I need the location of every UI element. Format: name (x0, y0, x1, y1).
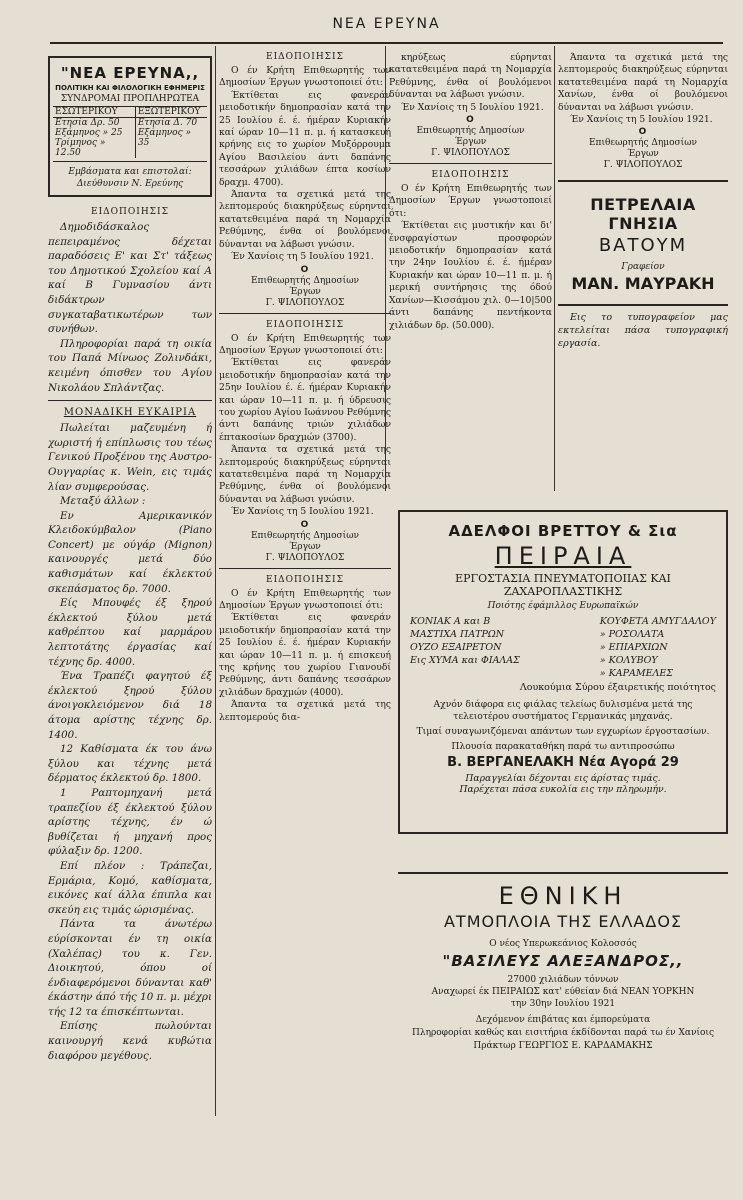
paragraph: Εν Αμερικανικόν Κλειδοκύμβαλον (Piano Concert) με ούγάρ (Mignon) καινουργές μετά δύο καθισμάτων καί έκλεκτού σκεπάσματος δρ. 7000. (48, 509, 212, 595)
notice-date: Έν Χανίοις τη 5 Ιουλίου 1921. (231, 251, 374, 263)
divider (48, 400, 212, 401)
remittances-label: Εμβάσματα και επιστολαί: (68, 167, 192, 177)
paragraph: Πληροφορίαι παρά τη οικία του Παπά Μίνωος Ζολινδάκι, κειμένη όπισθεν του Αγίου Νικολάου Σπλάντζας. (48, 337, 212, 394)
divider (219, 313, 391, 314)
column-divider (554, 46, 555, 491)
divider (558, 304, 728, 306)
notice-signature: Γ. ΨΙΛΟΠΟΥΛΟΣ (265, 552, 345, 563)
product-item: » ΕΠΙΑΡΧΙΩΝ (599, 642, 668, 653)
notice-date: Έν Χανίοις τη 5 Ιουλίου 1921. (231, 506, 374, 518)
domestic-label: ΕΣΩΤΕΡΙΚΟΥ (53, 107, 135, 118)
column-3 (389, 46, 552, 491)
steamship-headline: ΕΘΝΙΚΗ (498, 882, 628, 910)
brettos-loukoumia: Λουκούμια Σύρου έξαιρετικής ποιότητος (519, 682, 716, 693)
notice-body: Έκτίθεται εις φανεράν μειοδοτικήν δημοπρασίαν κατά την 25ην Ιουλίου έ. έ. ήμέραν Κυριακήν και ώραν 10—11 π. μ. ή ύδρευσις του χωρίου Αγίου Ιωάννου Ρεθύμνης άντι δαπάνης τριών χιλιάδων έπτακοσίων δραχμών (3700). (219, 357, 391, 443)
brettos-line: Παραγγελίαι δέχονται εις άρίστας τιμάς. (465, 773, 661, 784)
domestic-rate: Εξάμηνος » 25 (55, 128, 123, 138)
paragraph: Πάντα τα άνωτέρω εύρίσκονται έν τη οικία (Χαλέπας) του κ. Γεν. Διοικητού, όπου οί ένδιαφερόμενοι δύνανται καθ' έκάστην άπό τής 10 π. μ. μέχρι τής 12 τα έπισκέπτωνται. (48, 918, 212, 1018)
brettos-line: Πλουσία παρακαταθήκη παρά τω αντιπροσώπω (451, 741, 675, 752)
divider (219, 568, 391, 569)
product-item: ΚΟΥΦΕΤΑ ΑΜΥΓΔΑΛΟΥ (599, 616, 716, 627)
petroleum-office: Γραφείον (621, 262, 665, 273)
steamship-line: την 30ην Ιουλίου 1921 (510, 999, 616, 1009)
paragraph: Πωλείται μαζευμένη ή χωριστή ή επίπλωσις του τέως Γενικού Προξένου της Αυστρο-Ουγγαρίας κ. Wein, εις τιμάς λίαν συμφερούσας. (48, 422, 212, 493)
steamship-line: 27000 χιλιάδων τόννων (507, 975, 619, 985)
product-item: » ΚΑΡΑΜΕΛΕΣ (599, 668, 674, 679)
foreign-rate: Ετησία Δ. 70 (137, 118, 198, 128)
notice-heading: ΕΙΔΟΠΟΙΗΣΙΣ (431, 170, 510, 181)
page-title: ΝΕΑ ΕΡΕΥΝΑ (332, 16, 441, 32)
divider (558, 180, 728, 182)
column-4 (558, 46, 728, 491)
section-heading: ΜΟΝΑΔΙΚΗ ΕΥΚΑΙΡΙΑ (63, 407, 197, 419)
notice-sign: Έργων (454, 137, 487, 148)
steamship-company: ΑΤΜΟΠΛΟΙΑ ΤΗΣ ΕΛΛΑΔΟΣ (443, 912, 683, 931)
paragraph: Είς Μπουφές έξ ξηρού έκλεκτού ξύλου μετά καθρέπτου καί μαρμάρου λεπτοτάτης έργασίας καί τέχνης δρ. 4000. (48, 597, 212, 668)
notice-body: Έκτίθεται εις μυστικήν και δι' ένσφραγίστων προσφορών μειοδοτικήν δημοπρασίαν κατά την 24ην Ιουλίου έ. έ. ήμέραν Κυριακήν και ώραν 10—11 π. μ. ή μερική συντήρησις της όδού Χανίων—Κισσάμου χιλ. 0—10|500 άντι δαπάνης πεντήκοντα χιλιάδων δρ. (50.000). (389, 220, 552, 331)
product-item: » ΚΟΛΥΒΟΥ (599, 655, 658, 666)
notice-signature: Γ. ΨΙΛΟΠΟΥΛΟΣ (265, 297, 345, 308)
product-item: ΜΑΣΤΙΧΑ ΠΑΤΡΩΝ (410, 629, 505, 640)
notice-date: Έν Χανίοις τη 5 Ιουλίου 1921. (570, 114, 713, 126)
notice-sign: Ο (466, 115, 475, 126)
notice-intro: Ο έν Κρήτη Επιθεωρητής των Δημοσίων Έργων γνωστοποιεί ότι: (219, 65, 391, 89)
petroleum-headline: ΠΕΤΡΕΛΑΙΑ ΓΝΗΣΙΑ (590, 195, 696, 234)
divider (389, 163, 552, 164)
domestic-rate: Ετησία Δρ. 50 (55, 118, 120, 128)
notice-date: Έν Χανίοις τη 5 Ιουλίου 1921. (401, 101, 544, 113)
section-heading: ΕΙΔΟΠΟΙΗΣΙΣ (91, 207, 169, 217)
masthead-subtitle: ΠΟΛΙΤΙΚΗ ΚΑΙ ΦΙΛΟΛΟΓΙΚΗ ΕΦΗΜΕΡΙΣ (55, 84, 205, 92)
divider (398, 872, 728, 874)
brettos-line: Αχνόν διάφορα εις φιάλας τελείως δυλισμένα μετά της τελειοτέρου συστήματος Γερμανικάς μηχανάς. (433, 699, 693, 722)
notice-continued: Άπαντα τα σχετικά μετά της λεπτομερούς δια- (219, 699, 391, 723)
masthead (48, 56, 212, 197)
brettos-company: ΑΔΕΛΦΟΙ ΒΡΕΤΤΟΥ & Σια (448, 522, 678, 540)
foreign-rate: Εξάμηνος » 35 (137, 128, 192, 148)
brettos-line: Παρέχεται πάσα ευκολία εις την πληρωμήν. (459, 784, 667, 795)
brettos-agent: Β. ΒΕΡΓΑΝΕΛΑΚΗ Νέα Αγορά 29 (447, 755, 679, 770)
notice-body: Έκτίθεται εις φανεράν μειοδοτικήν δημοπρασίαν κατά την 25 Ιουλίου έ. έ. ήμέραν Κυριακήν καί ώραν 10—11 π. μ. ή κατασκευή κρήνης εις το χωρίον Μυξόρρουμα Αγίου Βασιλείου άντι δαπάνης τεσσάρων χιλιάδων έπτα κοσίων δραχμ. 4700). (219, 89, 391, 188)
notice-sign: Επιθεωρητής Δημοσίων (250, 530, 360, 541)
notice-body: Έκτίθεται εις φανεράν μειοδοτικήν δημοπρασίαν κατά την 25 Ιουλίου έ. έ. ήμέραν Κυριακήν και ώραν 10—11 π. μ. ή επισκευή της κρήνης του χωρίου Γιανουδί Ρεθύμνης, άντι δαπάνης τεσσάρων χιλιάδων δραχμών (4000). (219, 612, 391, 698)
product-item: » ΡΟΣΟΛΑΤΑ (599, 629, 665, 640)
paragraph: Επίσης πωλούνται καινουργή κενά κυβώτια διαφόρου μεγέθους. (48, 1020, 212, 1062)
petroleum-place: ΒΑΤΟΥΜ (598, 235, 688, 257)
notice-intro: Ο έν Κρήτη Επιθεωρητής των Δημοσίων Έργων γνωστοποιεί ότι: (219, 587, 391, 611)
subscription-table (53, 106, 207, 158)
column-2 (219, 46, 391, 1121)
brettos-quality: Ποιότης έφάμιλλος Ευρωπαϊκών (487, 601, 639, 611)
notice-sign: Ο (300, 519, 310, 530)
steamship-line: Αναχωρεί έκ ΠΕΙΡΑΙΩΣ κατ' εύθείαν διά ΝΕΑΝ ΥΟΡΚΗΝ (431, 987, 695, 997)
notice-sign: Επιθεωρητής Δημοσίων (416, 126, 525, 137)
paragraph: 12 Καθίσματα έκ του άνω ξύλου και τέχνης μετά δέρματος έκλεκτού δρ. 1800. (48, 743, 212, 785)
notice-sign: Έργων (627, 149, 659, 160)
notice-signature: Γ. ΨΙΛΟΠΟΥΛΟΣ (431, 148, 510, 159)
petroleum-ad (558, 187, 728, 299)
notice-closing: Άπαντα τα σχετικά μετά της λεπτομερούς διακηρύξεως εύρηνται κατατεθειμένα παρά τη Νομαρχία Ρεθύμνης, ένθα οί βουλόμενοι δύνανται να λάβωσι γνώσιν. (219, 189, 391, 250)
brettos-ad (398, 510, 728, 834)
notice-closing: Άπαντα τα σχετικά μετά της λεπτομερούς διακηρύξεως εύρηνται κατατεθειμένα παρά τη Νομαρχία Χανίων, ένθα οί βουλόμενοι δύνανται να λάβωσι γνώσιν. (558, 52, 728, 113)
subscription-label: ΣΥΝΔΡΟΜΑΙ ΠΡΟΠΛΗΡΩΤΕΑ (60, 94, 200, 104)
brettos-line: Τιμαί συναγωνιζόμεναι απάντων των εγχωρίων έργοστασίων. (416, 726, 710, 737)
masthead-name: "ΝΕΑ ΕΡΕΥΝΑ,, (60, 64, 200, 82)
notice-continued: κηρύξεως εύρηνται κατατεθειμένα παρά τη Νομαρχία Ρεθύμνης, ένθα οί βουλόμενοι δύνανται να λάβωσι γνώσιν. (389, 52, 552, 101)
brettos-city: ΠΕΙΡΑΙΑ (494, 542, 632, 570)
steamship-agent: Πράκτωρ ΓΕΩΡΓΙΟΣ Ε. ΚΑΡΔΑΜΑΚΗΣ (473, 1041, 653, 1051)
foreign-label: ΕΞΩΤΕΡΙΚΟΥ (135, 107, 207, 118)
notice-intro: Ο έν Κρήτη Επιθεωρητής των Δημοσίων Έργων γνωστοποιεί ότι: (389, 183, 552, 219)
paragraph: 1 Ραπτομηχανή μετά τραπεζίου έξ έκλεκτού ξύλου αρίστης τέχνης, έν ώ βυθίζεται ή μηχανή προς φύλαξιν δρ. 1200. (48, 786, 212, 858)
notice-signature: Γ. ΨΙΛΟΠΟΥΛΟΣ (603, 160, 683, 171)
notice-sign: Έργων (289, 286, 321, 297)
steamship-ad (398, 872, 728, 1112)
notice-heading: ΕΙΔΟΠΟΙΗΣΙΣ (266, 52, 344, 62)
notice-sign: Ο (300, 264, 310, 275)
column-1 (48, 46, 212, 1121)
printing-note: Εις το τυπογραφείον μας εκτελείται πάσα τυπογραφική εργασία. (558, 312, 728, 350)
brettos-factories: ΕΡΓΟΣΤΑΣΙΑ ΠΝΕΥΜΑΤΟΠΟΙΙΑΣ ΚΑΙ ΖΑΧΑΡΟΠΛΑΣΤΙΚΗΣ (455, 572, 671, 598)
domestic-rate: Τρίμηνος » 12.50 (55, 138, 106, 158)
petroleum-owner: ΜΑΝ. ΜΑΥΡΑΚΗ (571, 274, 715, 294)
director-label: Διεύθυνσιν Ν. Ερεύνης (76, 179, 184, 189)
steamship-line: Δεχόμενον έπιβάτας και έμπορεύματα (475, 1015, 651, 1025)
steamship-vessel: "ΒΑΣΙΛΕΥΣ ΑΛΕΞΑΝΔΡΟΣ,, (442, 952, 684, 970)
paragraph: Ένα Τραπέζι φαγητού έξ έκλεκτού ξηρού ξύλου άνοιγοκλειόμενον διά 18 άτομα αρίστης τέχνης δρ. 1400. (48, 670, 212, 741)
notice-sign: Έργων (289, 541, 321, 552)
notice-heading: ΕΙΔΟΠΟΙΗΣΙΣ (266, 574, 344, 585)
steamship-line: Ο νέος Υπερωκεάνιος Κολοσσός (489, 939, 637, 949)
product-item: ΚΟΝΙΑΚ Α και Β (410, 616, 491, 627)
notice-sign: Επιθεωρητής Δημοσίων (588, 138, 698, 149)
notice-sign: Ο (638, 127, 648, 138)
paragraph: Επί πλέον : Τράπεζαι, Ερμάρια, Κομό, καθίσματα, εικόνες καί άλλα έπιπλα και σκεύη εις τιμάς ώρισμένας. (48, 859, 212, 916)
notice-heading: ΕΙΔΟΠΟΙΗΣΙΣ (266, 319, 344, 330)
paragraph: Μεταξύ άλλων : (60, 495, 146, 508)
notice-closing: Άπαντα τα σχετικά μετά της λεπτομερούς διακηρύξεως εύρηνται κατατεθειμένα παρά τη Νομαρχία Ρεθύμνης, ένθα οί βουλόμενοι δύνανται να λάβωσι γνώσιν. (219, 444, 391, 505)
product-item: Εις ΧΥΜΑ και ΦΙΑΛΑΣ (410, 655, 520, 666)
paragraph: Δημοδιδάσκαλος πεπειραμένος δέχεται παραδόσεις Ε' και Στ' τάξεως του Δημοτικού Σχολείου καί Α καί Β Γυμνασίου άντι διδάκτρων συγκαταβατικωτέρων των συνήθων. (48, 221, 212, 336)
product-item: ΟΥΖΟ ΕΞΑΙΡΕΤΟΝ (410, 642, 502, 653)
notice-intro: Ο έν Κρήτη Επιθεωρητής των Δημοσίων Έργων γνωστοποιεί ότι: (219, 332, 391, 356)
notice-sign: Επιθεωρητής Δημοσίων (250, 275, 360, 286)
steamship-line: Πληροφορίαι καθώς και εισιτήρια έκδίδονται παρά τω έν Χανίοις (412, 1028, 714, 1038)
page-header (50, 16, 723, 44)
column-divider (215, 46, 216, 1116)
